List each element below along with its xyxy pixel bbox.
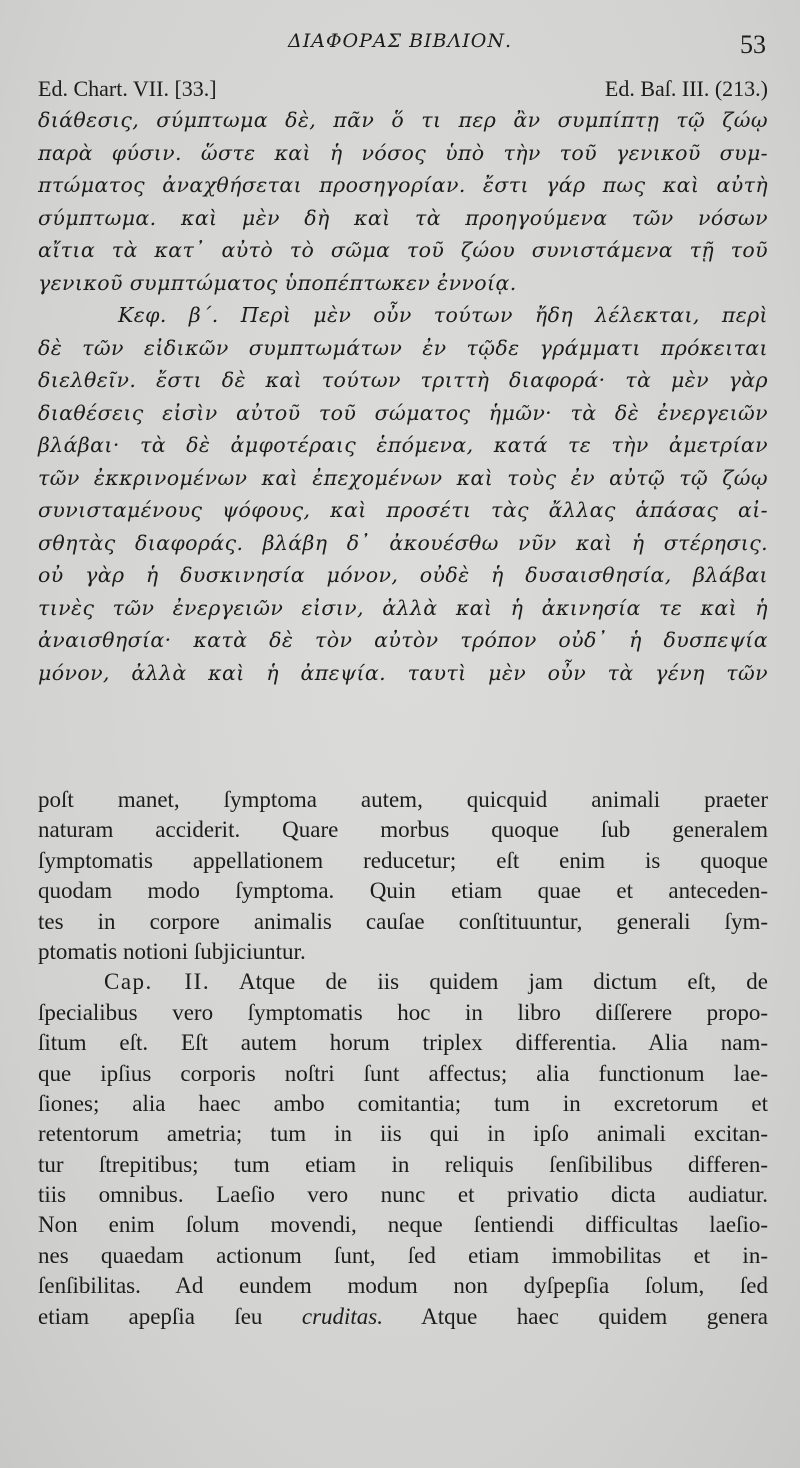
greek-chapter-text: Περὶ μὲν οὖν τούτων ἤδη λέλεκται, περὶ [240,303,768,327]
greek-line: μόνον, ἀλλὰ καὶ ἡ ἀπεψία. ταυτὶ μὲν οὖν τὰ γένη τῶν [38,660,768,685]
greek-line: ἀναισθησία· κατὰ δὲ τὸν αὐτὸν τρόπον οὐδ᾽ ἡ δυσπεψία [38,628,768,652]
greek-line: τινὲς τῶν ἐνεργειῶν εἰσιν, ἀλλὰ καὶ ἡ ἀκινησία τε καὶ ἡ [38,595,768,620]
greek-line: δὲ τῶν εἰδικῶν συμπτωμάτων ἐν τῷδε γράμματι πρόκειται [38,335,768,360]
latin-line: tur ſtrepitibus; tum etiam in reliquis ſenſibilibus differen- [38,1151,768,1177]
latin-line: naturam acciderit. Quare morbus quoque ſub generalem [38,817,768,843]
latin-text-block [38,785,768,1332]
latin-line: Non enim ſolum movendi, neque ſentiendi difficultas laeſio- [38,1212,768,1238]
greek-line: συνισταμένους ψόφους, καὶ προσέτι τὰς ἄλλας ἁπάσας αἰ- [38,498,768,522]
latin-line: ſenſibilitas. Ad eundem modum non dyſpepſia ſolum, ſed [38,1273,768,1299]
latin-chapter-line [38,967,768,997]
greek-line: γενικοῦ συμπτώματος ὑποπέπτωκεν ἐννοίᾳ. [38,270,517,295]
edition-chart-ref: Ed. Chart. VII. [33.] [38,76,217,101]
running-title: ΔΙΑΦΟΡΑΣ ΒΙΒΛΙΟΝ. [288,30,512,52]
latin-line: quodam modo ſymptoma. Quin etiam quae et anteceden- [38,878,768,904]
greek-line: οὐ γὰρ ἡ δυσκινησία μόνον, οὐδὲ ἡ δυσαισθησία, βλάβαι [38,563,768,587]
edition-basel-ref: Ed. Baſ. III. (213.) [604,76,768,101]
latin-line: ſitum eſt. Eſt autem horum triplex differentia. Alia nam- [38,1030,768,1056]
latin-line: nes quaedam actionum ſunt, ſed etiam immobilitas et in- [38,1242,768,1268]
latin-final-line [38,1302,768,1332]
greek-line: διελθεῖν. ἔστι δὲ καὶ τούτων τριττὴ διαφορά· τὰ μὲν γὰρ [38,368,768,392]
latin-line: ſymptomatis appellationem reducetur; eſt enim is quoque [38,847,768,873]
greek-text-block [38,104,768,689]
latin-chapter-label: Cap. II. [104,969,211,995]
latin-line: tiis omnibus. Laeſio vero nunc et privatio dicta audiatur. [38,1182,768,1208]
latin-line: poſt manet, ſymptoma autem, quicquid animali praeter [38,787,768,812]
greek-line: διάθεσις, σύμπτωμα δὲ, πᾶν ὅ τι περ ἂν συμπίπτῃ τῷ ζώῳ [38,108,768,132]
latin-line: que ipſius corporis noſtri ſunt affectus; alia functionum lae- [38,1060,768,1086]
latin-italic-word: cruditas. [301,1303,383,1329]
greek-line: σθητὰς διαφοράς. βλάβη δ᾽ ἀκουέσθω νῦν καὶ ἡ στέρησις. [38,530,768,555]
latin-line: ſiones; alia haec ambo comitantia; tum in excretorum et [38,1090,768,1116]
greek-line: αἴτια τὰ κατ᾽ αὐτὸ τὸ σῶμα τοῦ ζώου συνιστάμενα τῇ τοῦ [38,238,768,262]
greek-line: διαθέσεις εἰσὶν αὐτοῦ τοῦ σώματος ἡμῶν· τὰ δὲ ἐνεργειῶν [38,400,768,425]
latin-line: ptomatis notioni ſubjiciuntur. [38,938,306,964]
greek-line: σύμπτωμα. καὶ μὲν δὴ καὶ τὰ προηγούμενα τῶν νόσων [38,205,768,230]
latin-final-text-end: Atque haec quidem genera [421,1303,769,1329]
latin-line: retentorum ametria; tum in iis qui in ipſo animali excitan- [38,1121,768,1147]
edition-references [38,76,768,106]
greek-line: τῶν ἐκκρινομένων καὶ ἐπεχομένων καὶ τοὺς ἐν αὐτῷ τῷ ζώῳ [38,465,768,490]
latin-line: tes in corpore animalis cauſae conſtituuntur, generali ſym- [38,908,768,934]
greek-chapter-line [38,299,768,332]
greek-line: βλάβαι· τὰ δὲ ἀμφοτέραις ἑπόμενα, κατά τε τὴν ἀμετρίαν [38,433,768,457]
greek-line: παρὰ φύσιν. ὥστε καὶ ἡ νόσος ὑπὸ τὴν τοῦ γενικοῦ συμ- [38,140,768,165]
running-head [0,30,800,60]
greek-chapter-label: Κεφ. β΄. [118,303,219,327]
latin-chapter-text: Atque de iis quidem jam dictum eſt, de [239,969,769,995]
latin-line: ſpecialibus vero ſymptomatis hoc in libro diſſerere propo- [38,999,768,1025]
latin-final-text: etiam apepſia ſeu [38,1303,263,1329]
greek-line: πτώματος ἀναχθήσεται προσηγορίαν. ἔστι γάρ πως καὶ αὐτὴ [38,173,768,197]
page-number: 53 [740,30,766,59]
